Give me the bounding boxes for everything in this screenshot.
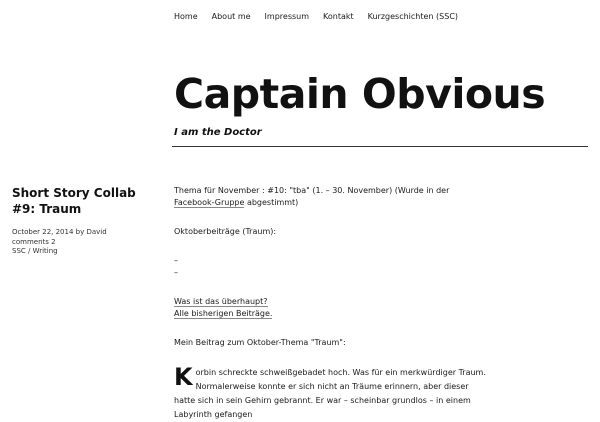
site-title[interactable]: Captain Obvious [174,70,546,118]
theme-paragraph [174,185,486,209]
nav-impressum[interactable]: Impressum [264,12,310,21]
post-content [174,185,486,422]
post-title[interactable]: Short Story Collab #9: Traum [12,186,136,216]
facebook-group-link[interactable]: Facebook-Gruppe [174,198,245,207]
header-divider [172,146,588,147]
post-date[interactable]: October 22, 2014 [12,228,74,236]
post-by: by [75,228,85,236]
nav-kurzgeschichten[interactable]: Kurzgeschichten (SSC) [367,12,459,21]
category-writing[interactable]: Writing [32,247,58,255]
theme-suffix: abgestimmt) [244,198,299,207]
post-categories [12,247,107,257]
post-meta [12,228,107,257]
post-date-line [12,228,107,238]
dash-line-1: – [174,256,178,265]
october-label: Oktoberbeiträge (Traum): [174,227,277,236]
nav-home[interactable]: Home [174,12,198,21]
drop-cap: K [174,363,193,391]
story-text: orbin schreckte schweißgebadet hoch. Was für ein merkwürdiger Traum. Normalerweise konnte er sich nicht an Träume erinnern, aber dieser hatte sich in sein Gehirn gebrannt. Er war – scheinbar grundlos – in einem Labyrinth gefangen [174,368,486,419]
post-comments[interactable]: comments 2 [12,237,56,246]
post-author[interactable]: David [86,228,107,236]
nav-kontakt[interactable]: Kontakt [323,12,354,21]
what-is-this-link[interactable]: Was ist das überhaupt? [174,297,268,306]
story-paragraph [174,363,486,422]
category-ssc[interactable]: SSC [12,247,26,255]
my-entry-intro: Mein Beitrag zum Oktober-Thema "Traum": [174,338,346,347]
nav-about-me[interactable]: About me [211,12,251,21]
category-separator: / [28,247,31,255]
site-tagline: I am the Doctor [174,127,262,138]
all-entries-link[interactable]: Alle bisherigen Beiträge. [174,309,273,318]
dash-line-2: – [174,268,178,277]
main-navigation [174,12,472,21]
theme-text: Thema für November : #10: "tba" (1. – 30. November) (Wurde in der [174,186,450,195]
